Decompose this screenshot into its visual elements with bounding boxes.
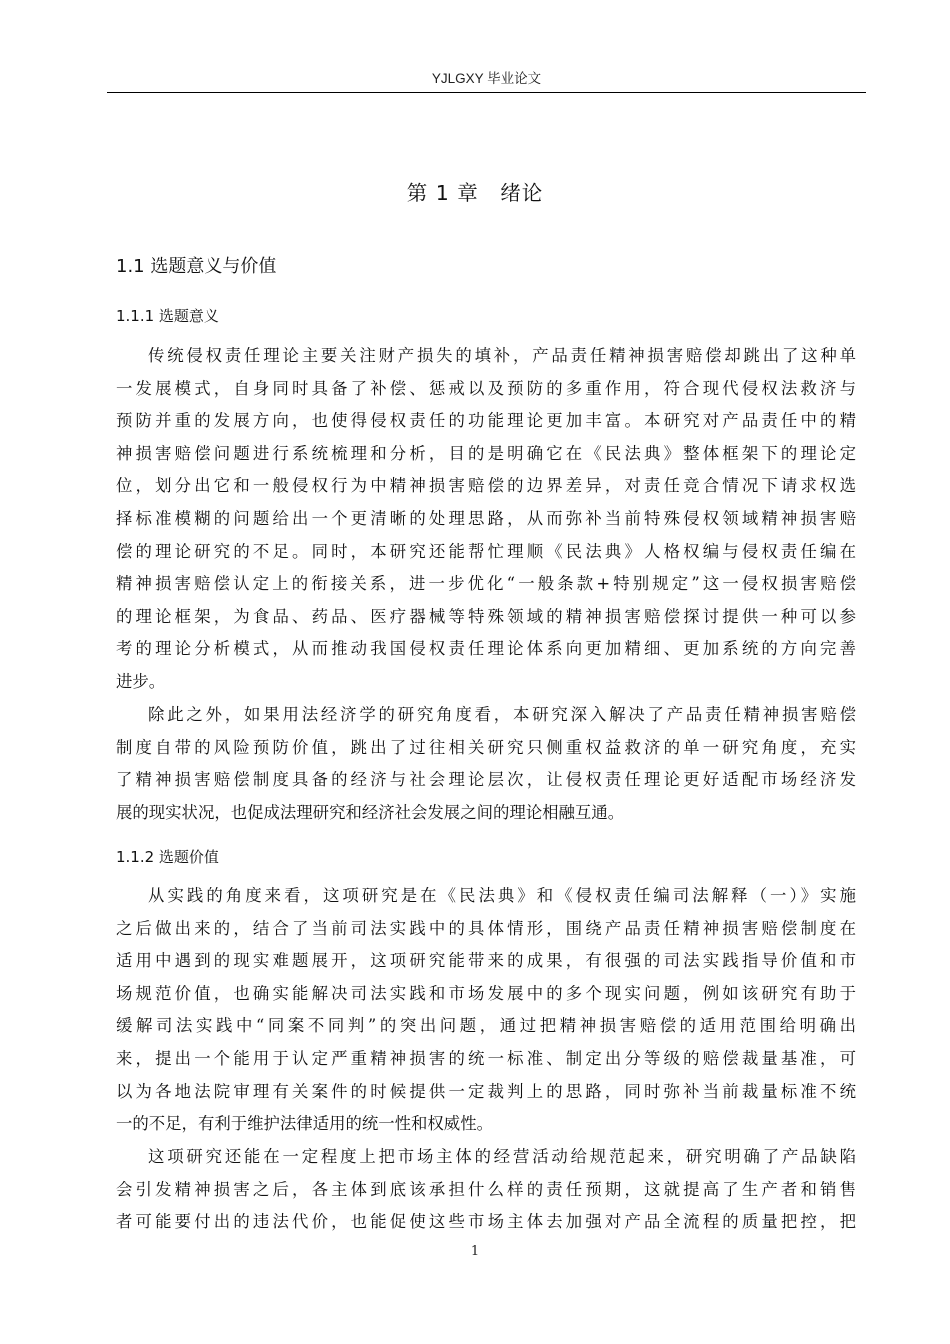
page-number: 1 (470, 1244, 480, 1259)
paragraph-line: 者可能要付出的违法代价，也能促使这些市场主体去加强对产品全流程的质量把控，把 (116, 1212, 856, 1232)
paragraph-line: 之后做出来的，结合了当前司法实践中的具体情形，围绕产品责任精神损害赔偿制度在 (116, 918, 856, 938)
paragraph-line: 神损害赔偿问题进行系统梳理和分析，目的是明确它在《民法典》整体框架下的理论定 (116, 443, 856, 463)
paragraph-line: 进步。 (116, 671, 166, 691)
paragraph-line: 缓解司法实践中“同案不同判”的突出问题，通过把精神损害赔偿的适用范围给明确出 (116, 1016, 856, 1036)
paragraph-line: 的理论框架，为食品、药品、医疗器械等特殊领域的精神损害赔偿探讨提供一种可以参 (116, 606, 856, 626)
subsection-title-1-1-1: 1.1.1 选题意义 (116, 307, 219, 325)
paragraph-line: 会引发精神损害之后，各主体到底该承担什么样的责任预期，这就提高了生产者和销售 (116, 1179, 856, 1199)
paragraph-line: 了精神损害赔偿制度具备的经济与社会理论层次，让侵权责任理论更好适配市场经济发 (116, 770, 856, 790)
subsection-title-1-1-2: 1.1.2 选题价值 (116, 848, 219, 866)
paragraph-line: 位，划分出它和一般侵权行为中精神损害赔偿的边界差异，对责任竞合情况下请求权选 (116, 476, 856, 496)
paragraph-line: 场规范价值，也确实能解决司法实践和市场发展中的多个现实问题，例如该研究有助于 (116, 983, 856, 1003)
paragraph-line: 这项研究还能在一定程度上把市场主体的经营活动给规范起来，研究明确了产品缺陷 (148, 1147, 856, 1166)
paragraph (116, 1141, 856, 1239)
paragraph-line: 一发展模式，自身同时具备了补偿、惩戒以及预防的多重作用，符合现代侵权法救济与 (116, 378, 856, 398)
paragraph-line: 除此之外，如果用法经济学的研究角度看，本研究深入解决了产品责任精神损害赔偿 (148, 705, 856, 724)
paragraph-line: 精神损害赔偿认定上的衔接关系，进一步优化“一般条款+特别规定”这一侵权损害赔偿 (116, 574, 856, 594)
paragraph-line: 以为各地法院审理有关案件的时候提供一定裁判上的思路，同时弥补当前裁量标准不统 (116, 1081, 856, 1101)
paragraph (116, 699, 856, 829)
page-header (107, 66, 866, 93)
paragraph-line: 展的现实状况，也促成法理研究和经济社会发展之间的理论相融互通。 (116, 802, 625, 822)
paragraph-line: 一的不足，有利于维护法律适用的统一性和权威性。 (116, 1114, 493, 1134)
section-title: 1.1 选题意义与价值 (116, 256, 277, 277)
paragraph-line: 传统侵权责任理论主要关注财产损失的填补，产品责任精神损害赔偿却跳出了这种单 (148, 346, 856, 365)
header-title: YJLGXY 毕业论文 (431, 71, 542, 86)
chapter-title: 第 1 章 绪论 (406, 181, 544, 205)
paragraph-line: 从实践的角度来看，这项研究是在《民法典》和《侵权责任编司法解释（一）》实施 (148, 886, 856, 905)
paragraph (116, 880, 856, 1141)
paragraph-line: 预防并重的发展方向，也使得侵权责任的功能理论更加丰富。本研究对产品责任中的精 (116, 411, 856, 431)
paragraph-line: 制度自带的风险预防价值，跳出了过往相关研究只侧重权益救济的单一研究角度，充实 (116, 737, 856, 757)
paragraph (116, 340, 856, 699)
paragraph-line: 考的理论分析模式，从而推动我国侵权责任理论体系向更加精细、更加系统的方向完善 (116, 639, 856, 659)
paragraph-line: 择标准模糊的问题给出一个更清晰的处理思路，从而弥补当前特殊侵权领域精神损害赔 (116, 508, 856, 528)
paragraph-line: 来，提出一个能用于认定严重精神损害的统一标准、制定出分等级的赔偿裁量基准，可 (116, 1048, 856, 1068)
paragraph-line: 适用中遇到的现实难题展开，这项研究能带来的成果，有很强的司法实践指导价值和市 (116, 951, 856, 971)
paragraph-line: 偿的理论研究的不足。同时，本研究还能帮忙理顺《民法典》人格权编与侵权责任编在 (116, 541, 856, 561)
